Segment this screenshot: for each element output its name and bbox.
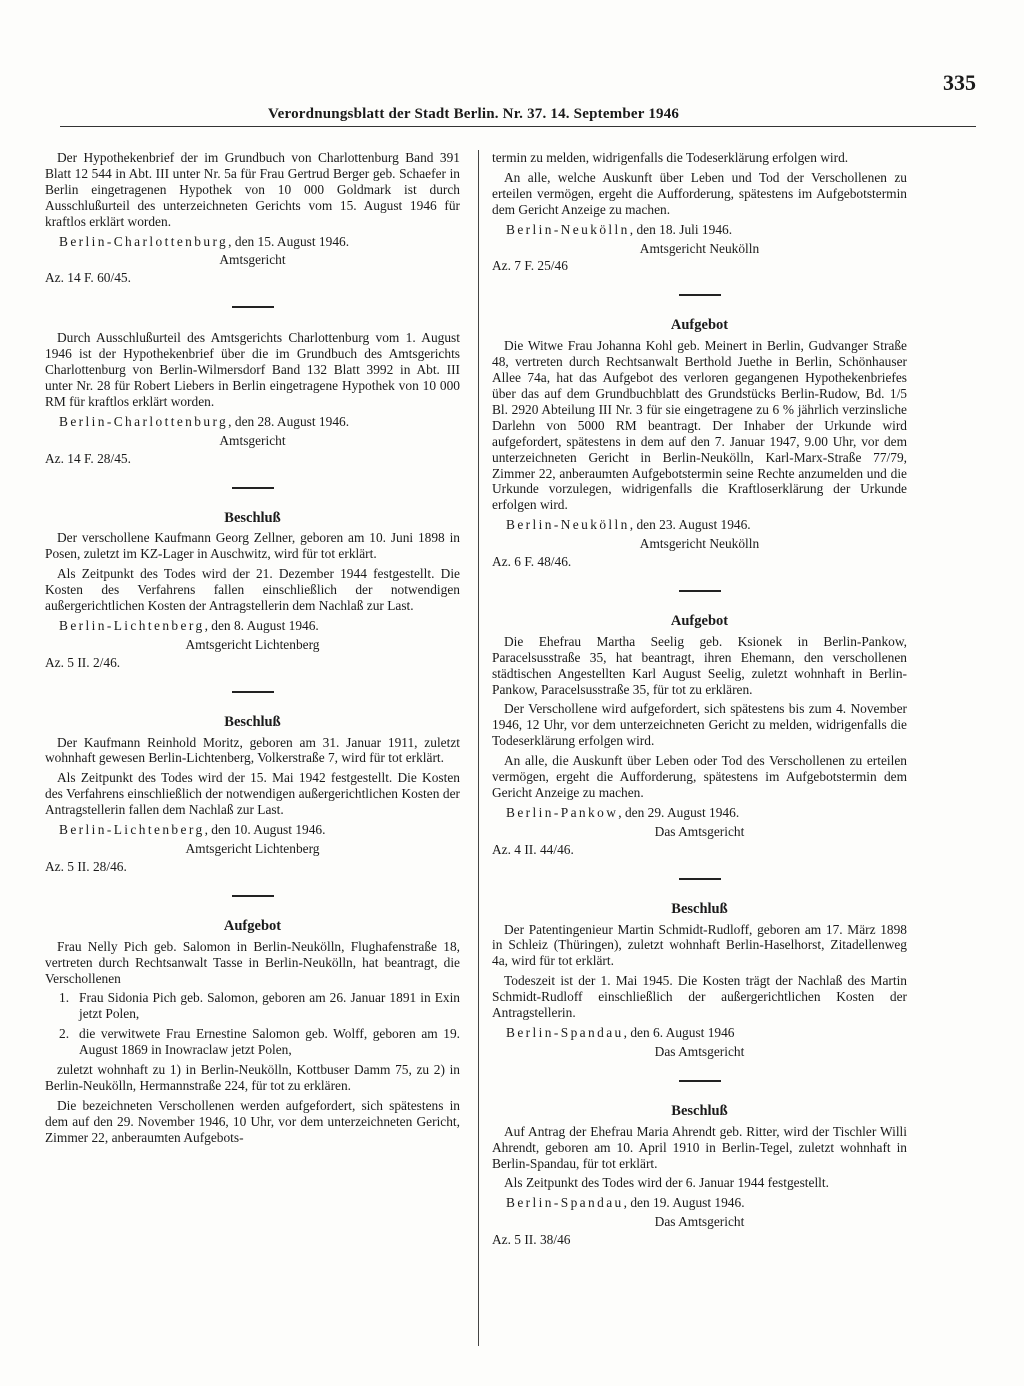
notice-court: Das Amtsgericht: [654, 1043, 745, 1059]
left-column: [45, 150, 460, 1150]
notice-paragraph: termin zu melden, widrigenfalls die Todeserklärung erfolgen wird.: [492, 150, 849, 165]
notice-date: , den 29. August 1946.: [618, 804, 740, 820]
notice-place-date: [45, 822, 460, 838]
list-item: [45, 1026, 460, 1058]
notice-date: , den 10. August 1946.: [204, 822, 326, 838]
separator-rule: [679, 294, 721, 296]
notice-paragraph: Die Witwe Frau Johanna Kohl geb. Meinert in Berlin, Gudvanger Straße 48, vertreten durch Rechtsanwalt Berthold Juethe in Berlin, Schönhauser Allee 74a, hat das Aufgebot des verloren gegangenen Hypothekenbriefes über das auf dem Grundbuchblatt des Grundstücks Berlin-Rudow, Bd. 1/5 Bl. 2920 Abteilung III Nr. 3 für sie eingetragene zu 6 % jährlich verzinsliche Darlehn von 5000 RM beantragt. Der Inhaber der Urkunde wird aufgefordert, spätestens in dem auf den 7. Januar 1947, 9.00 Uhr, vor dem unterzeichneten Gericht in Berlin-Neukölln, Karl-Marx-Straße 77/79, Zimmer 22, anberaumten Aufgebotstermin seine Rechte anzumelden und die Urkunde vorzulegen, widrigenfalls die Kraftloserklärung der Urkunde erfolgen wird.: [492, 338, 907, 513]
header-rule: [60, 126, 976, 127]
notice-aufgebot-kohl: [492, 318, 907, 570]
notice-paragraph: Als Zeitpunkt des Todes wird der 21. Dezember 1944 festgestellt. Die Kosten des Verfahrens fallen einschließlich der notwendigen außergerichtlichen Kosten der Antragstellerin dem Nachlaß zur Last.: [45, 566, 460, 614]
notice-aufgebot-seelig: [492, 614, 907, 858]
notice-heading: Aufgebot: [670, 317, 729, 334]
notice-az: Az. 5 II. 38/46: [492, 1232, 571, 1248]
notice-place: Berlin-Lichtenberg: [59, 822, 205, 838]
notice-az: Az. 6 F. 48/46.: [492, 554, 572, 570]
notice-paragraph: zuletzt wohnhaft zu 1) in Berlin-Neukölln, Kottbuser Damm 75, zu 2) in Berlin-Neukölln, Hermannstraße 224, für tot zu erklären.: [45, 1062, 460, 1093]
notice-az: Az. 7 F. 25/46: [492, 258, 568, 274]
notice-date: , den 28. August 1946.: [228, 413, 350, 429]
notice-place-date: [492, 222, 907, 238]
notice-heading: Beschluß: [224, 713, 281, 730]
notice-court: Amtsgericht: [219, 252, 286, 268]
separator-rule: [232, 306, 274, 308]
notice-paragraph: Der verschollene Kaufmann Georg Zellner, geboren am 10. Juni 1898 in Posen, zuletzt im KZ-Lager in Auschwitz, wird für tot erklärt.: [45, 530, 460, 562]
notice-beschluss-zellner: [45, 511, 460, 671]
notice-date: , den 15. August 1946.: [228, 233, 350, 249]
notice-place-date: [45, 414, 460, 430]
notice-paragraph: Als Zeitpunkt des Todes wird der 15. Mai 1942 festgestellt. Die Kosten des Verfahrens einschließlich der notwendigen außergerichtlichen Kosten der Antragstellerin fallen dem Nachlaß zur Last.: [45, 770, 460, 818]
notice-place-date: [492, 805, 907, 821]
notice-heading: Aufgebot: [670, 612, 729, 629]
notice-court: Das Amtsgericht: [654, 1214, 745, 1230]
notice-date: , den 18. Juli 1946.: [629, 221, 733, 237]
separator-rule: [232, 691, 274, 693]
column-divider: [478, 150, 479, 1346]
list-item-text: Frau Sidonia Pich geb. Salomon, geboren am 26. Januar 1891 in Exin jetzt Polen,: [79, 990, 460, 1022]
notice-paragraph: Als Zeitpunkt des Todes wird der 6. Januar 1944 festgestellt.: [504, 1175, 829, 1191]
separator-rule: [232, 487, 274, 489]
notice-place-date: [45, 234, 460, 250]
header-title: Verordnungsblatt der Stadt Berlin. Nr. 37. 14. September 1946: [268, 106, 680, 122]
notice-paragraph: Der Verschollene wird aufgefordert, sich spätestens bis zum 4. November 1946, 12 Uhr, vor dem unterzeichneten Gericht zu melden, widrigenfalls die Todeserklärung erfolgen wird.: [492, 701, 907, 749]
notice-az: Az. 14 F. 60/45.: [45, 270, 131, 286]
notice-az: Az. 14 F. 28/45.: [45, 450, 131, 466]
notice-date: , den 6. August 1946: [623, 1024, 735, 1040]
notice-court: Amtsgericht Neukölln: [639, 240, 760, 256]
notice-text: Durch Ausschlußurteil des Amtsgerichts Charlottenburg vom 1. August 1946 ist der Hypothekenbrief über die im Grundbuch des Amtsgerichts Charlottenburg von Berlin-Wilmersdorf Band 132 Blatt 3992 in Abt. III unter Nr. 28 für Robert Liebers in Berlin eingetragene Hypothek von 10 000 RM für kraftlos erklärt worden.: [45, 330, 460, 409]
notice-paragraph: Die bezeichneten Verschollenen werden aufgefordert, sich spätestens in dem auf den 29. November 1946, 10 Uhr, vor dem unterzeichneten Gericht, Zimmer 22, anberaumten Aufgebots-: [45, 1097, 460, 1145]
list-item-number: 2.: [59, 1026, 70, 1042]
notice-aufgebot-pich-continued: [492, 150, 907, 274]
notice-court: Amtsgericht Lichtenberg: [185, 636, 320, 652]
notice-paragraph: An alle, welche Auskunft über Leben und Tod der Verschollenen zu erteilen vermögen, ergeht die Aufforderung, spätestens im Aufgebotstermin dem Gericht Anzeige zu machen.: [492, 169, 907, 217]
page-number: 335: [943, 70, 976, 95]
notice-place-date: [45, 618, 460, 634]
notice-place: Berlin-Spandau: [506, 1195, 624, 1211]
notice-heading: Beschluß: [671, 1102, 728, 1119]
notice-heading: Beschluß: [224, 509, 281, 526]
notice-paragraph: An alle, die Auskunft über Leben oder Tod des Verschollenen zu erteilen vermögen, ergeht die Aufforderung, spätestens im Aufgebotstermin dem Gericht Anzeige zu machen.: [492, 753, 907, 800]
list-item-number: 1.: [59, 990, 70, 1006]
notice-place: Berlin-Pankow: [506, 804, 619, 820]
notice-beschluss-ahrendt: [492, 1104, 907, 1248]
notice-paragraph: Die Ehefrau Martha Seelig geb. Ksionek in Berlin-Pankow, Paracelsusstraße 35, hat beantragt, ihren Ehemann, den verschollenen städtischen Angestellten Karl August Seelig, zuletzt wohnhaft in Berlin-Pankow, Paracelsusstraße 35, für tot zu erklären.: [492, 633, 907, 697]
notice-court: Amtsgericht: [219, 432, 286, 448]
notice-hypothekenbrief-2: [45, 330, 460, 466]
notice-aufgebot-pich: [45, 919, 460, 1146]
separator-rule: [232, 895, 274, 897]
notice-paragraph: Der Kaufmann Reinhold Moritz, geboren am 31. Januar 1911, zuletzt wohnhaft gewesen Berlin-Lichtenberg, Volkerstraße 7, wird für tot erklärt.: [45, 734, 460, 766]
notice-az: Az. 5 II. 28/46.: [45, 858, 127, 874]
notice-place: Berlin-Charlottenburg: [59, 233, 229, 249]
notice-place: Berlin-Spandau: [506, 1024, 624, 1040]
notice-place-date: [492, 517, 907, 533]
page-header: [40, 70, 984, 130]
notice-date: , den 23. August 1946.: [629, 517, 751, 533]
notice-hypothekenbrief-1: [45, 150, 460, 286]
notice-court: Das Amtsgericht: [654, 823, 745, 839]
notice-court: Amtsgericht Lichtenberg: [185, 841, 320, 856]
notice-place: Berlin-Neukölln: [506, 517, 630, 533]
notice-heading: Aufgebot: [223, 917, 282, 934]
notice-beschluss-moritz: [45, 715, 460, 875]
notice-date: , den 8. August 1946.: [204, 617, 319, 633]
notice-paragraph: Der Patentingenieur Martin Schmidt-Rudloff, geboren am 17. März 1898 in Schleiz (Thüringen), zuletzt wohnhaft Berlin-Haselhorst, Zitadellenweg 4a, wird für tot erklärt.: [492, 921, 907, 969]
notice-beschluss-schmidt-rudloff: [492, 902, 907, 1060]
missing-persons-list: [45, 990, 460, 1058]
notice-place-date: [492, 1195, 907, 1211]
notice-date: , den 19. August 1946.: [623, 1195, 745, 1211]
right-column: [492, 150, 907, 1248]
notice-az: Az. 4 II. 44/46.: [492, 841, 574, 857]
notice-place: Berlin-Charlottenburg: [59, 413, 229, 429]
separator-rule: [679, 878, 721, 880]
notice-paragraph: Todeszeit ist der 1. Mai 1945. Die Kosten trägt der Nachlaß des Martin Schmidt-Rudloff einschließlich der außergerichtlichen Kosten der Antragstellerin.: [492, 973, 907, 1021]
separator-rule: [679, 1080, 721, 1082]
notice-place-date: [492, 1025, 907, 1041]
notice-paragraph: Auf Antrag der Ehefrau Maria Ahrendt geb. Ritter, wird der Tischler Willi Ahrendt, geboren am 10. April 1910 in Berlin-Tegel, zuletzt wohnhaft in Berlin-Spandau, für tot erklärt.: [492, 1123, 907, 1171]
notice-az: Az. 5 II. 2/46.: [45, 654, 121, 670]
notice-place: Berlin-Lichtenberg: [59, 617, 205, 633]
notice-heading: Beschluß: [671, 900, 728, 917]
list-item: [45, 990, 460, 1022]
notice-paragraph: Frau Nelly Pich geb. Salomon in Berlin-Neukölln, Flughafenstraße 18, vertreten durch Rechtsanwalt Tasse in Berlin-Neukölln, hat beantragt, die Verschollenen: [45, 938, 460, 986]
notice-text: Der Hypothekenbrief der im Grundbuch von Charlottenburg Band 391 Blatt 12 544 in Abt. III unter Nr. 5a für Frau Gertrud Berger geb. Schaefer in Berlin eingetragenen Hypothek von 10 000 Goldmark ist durch Ausschlußurteil des unterzeichneten Gerichts vom 15. August 1946 für kraftlos erklärt worden.: [45, 150, 460, 229]
separator-rule: [679, 590, 721, 592]
list-item-text: die verwitwete Frau Ernestine Salomon geb. Wolff, geboren am 19. August 1869 in Inowraclaw jetzt Polen,: [79, 1026, 460, 1058]
notice-place: Berlin-Neukölln: [506, 221, 630, 237]
notice-court: Amtsgericht Neukölln: [639, 536, 760, 552]
